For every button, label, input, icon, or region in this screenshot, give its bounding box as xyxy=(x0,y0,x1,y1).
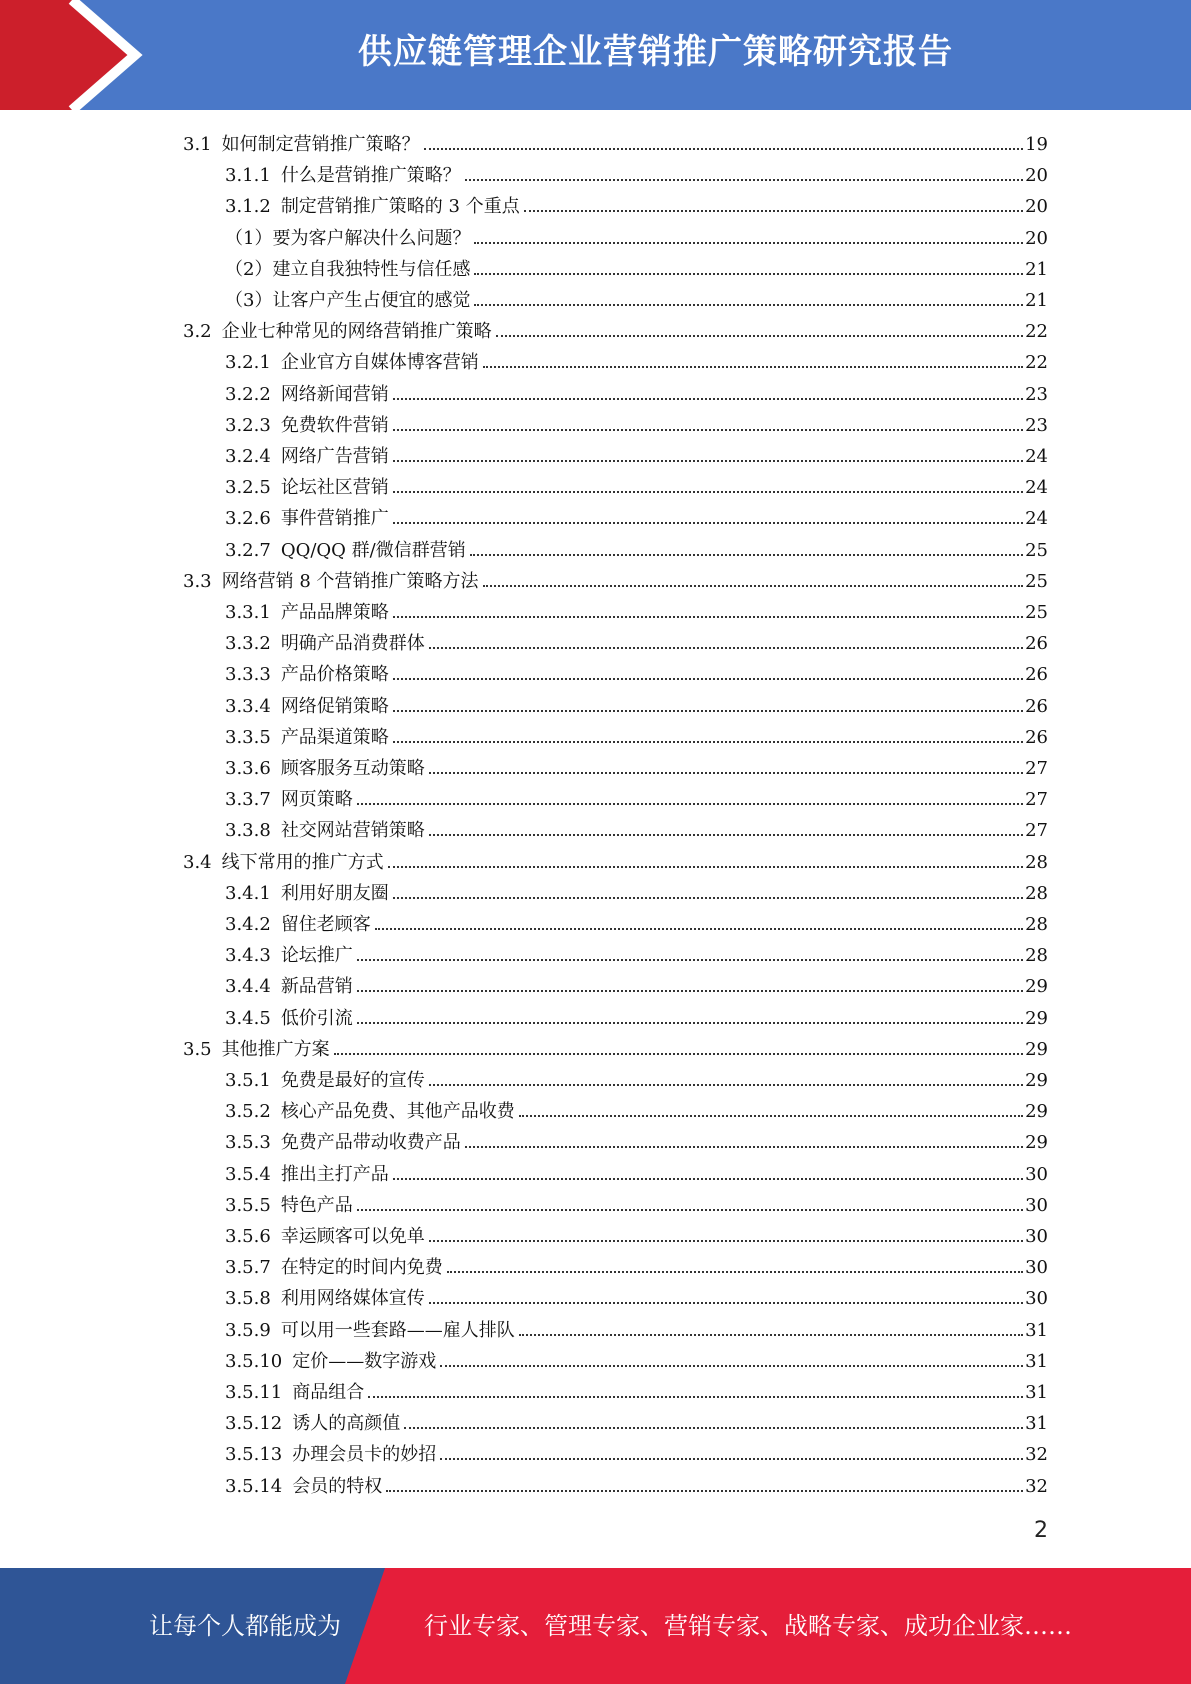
toc-entry-page: 30 xyxy=(1025,1194,1048,1216)
toc-entry-page: 29 xyxy=(1025,1101,1048,1123)
toc-entry[interactable] xyxy=(225,909,1048,940)
toc-dot-leader xyxy=(440,1457,1023,1460)
toc-entry-page: 26 xyxy=(1025,633,1048,655)
toc-entry-number: 3.3.5 xyxy=(225,726,271,748)
toc-dot-leader xyxy=(393,1177,1023,1180)
toc-entry-page: 29 xyxy=(1025,1132,1048,1154)
toc-entry[interactable] xyxy=(225,722,1048,753)
toc-entry[interactable] xyxy=(225,160,1048,191)
toc-entry-title: 办理会员卡的妙招 xyxy=(292,1444,437,1466)
toc-entry[interactable] xyxy=(225,659,1048,690)
toc-entry-page: 24 xyxy=(1025,477,1048,499)
document-title: 供应链管理企业营销推广策略研究报告 xyxy=(358,32,953,72)
toc-entry-title: 让客户产生占便宜的感觉 xyxy=(272,290,471,311)
toc-entry-number: 3.4.2 xyxy=(225,914,271,935)
toc-entry-number: 3.2.6 xyxy=(225,508,271,530)
toc-entry-number: 3.3.7 xyxy=(225,789,271,811)
toc-entry-number: 3.4.5 xyxy=(225,1007,271,1029)
toc-entry[interactable] xyxy=(225,1065,1048,1096)
toc-entry-title: 事件营销推广 xyxy=(280,508,389,530)
toc-dot-leader xyxy=(429,646,1023,649)
toc-entry-number: 3.3 xyxy=(183,570,212,592)
toc-entry-page: 32 xyxy=(1025,1444,1048,1466)
toc-entry-page: 26 xyxy=(1025,695,1048,717)
toc-entry-title: 建立自我独特性与信任感 xyxy=(272,258,471,280)
toc-entry[interactable] xyxy=(225,1439,1048,1470)
toc-entry-number: 3.5.6 xyxy=(225,1226,271,1247)
toc-dot-leader xyxy=(357,958,1023,961)
toc-entry-number: 3.2.7 xyxy=(225,539,271,561)
toc-entry[interactable] xyxy=(225,784,1048,815)
toc-entry-title: 推出主打产品 xyxy=(280,1163,389,1185)
toc-entry[interactable] xyxy=(225,1190,1048,1221)
toc-entry-number: 3.5.2 xyxy=(225,1101,271,1123)
toc-entry-title: 低价引流 xyxy=(280,1007,353,1029)
toc-entry-page: 25 xyxy=(1025,570,1048,592)
toc-dot-leader xyxy=(386,1489,1023,1492)
toc-dot-leader xyxy=(357,802,1023,805)
toc-entry-title: 网络新闻营销 xyxy=(280,383,389,405)
toc-dot-leader xyxy=(429,1239,1023,1242)
toc-entry-page: 25 xyxy=(1025,539,1048,561)
toc-entry-page: 29 xyxy=(1025,976,1048,998)
toc-entry[interactable] xyxy=(225,379,1048,410)
toc-entry-title: 论坛推广 xyxy=(280,945,353,967)
toc-entry-title: 明确产品消费群体 xyxy=(280,633,425,655)
toc-entry-page: 28 xyxy=(1025,851,1048,873)
toc-entry-page: 31 xyxy=(1025,1413,1048,1435)
toc-entry-number: 3.3.6 xyxy=(225,758,271,779)
toc-entry-title: 论坛社区营销 xyxy=(280,477,389,499)
toc-dot-leader xyxy=(519,1333,1023,1336)
toc-entry[interactable] xyxy=(225,1377,1048,1408)
toc-entry-title: 特色产品 xyxy=(280,1194,353,1216)
toc-entry-title: 诱人的高颜值 xyxy=(292,1413,401,1435)
toc-entry-title: 可以用一些套路——雇人排队 xyxy=(280,1319,515,1341)
toc-entry[interactable] xyxy=(225,535,1048,566)
toc-entry-number: 3.3.4 xyxy=(225,695,271,717)
toc-entry[interactable] xyxy=(225,691,1048,722)
toc-entry[interactable] xyxy=(183,1034,1048,1065)
toc-entry-page: 20 xyxy=(1025,165,1048,187)
toc-entry-title: 产品渠道策略 xyxy=(280,726,389,748)
toc-entry[interactable] xyxy=(183,847,1048,878)
toc-dot-leader xyxy=(483,584,1024,587)
toc-entry-page: 21 xyxy=(1025,258,1048,280)
toc-entry-number: 3.5.8 xyxy=(225,1288,271,1310)
toc-entry[interactable] xyxy=(225,1096,1048,1127)
toc-dot-leader xyxy=(524,209,1023,212)
toc-entry-number: 3.1.2 xyxy=(225,196,271,218)
toc-entry-page: 19 xyxy=(1025,134,1048,155)
toc-entry-page: 26 xyxy=(1025,664,1048,686)
toc-entry-page: 28 xyxy=(1025,945,1048,967)
toc-entry-number: 3.5.9 xyxy=(225,1319,271,1341)
toc-entry-page: 31 xyxy=(1025,1350,1048,1372)
toc-dot-leader xyxy=(474,241,1023,244)
toc-entry[interactable] xyxy=(225,223,1048,254)
toc-dot-leader xyxy=(519,1114,1023,1117)
toc-entry-number: 3.4.1 xyxy=(225,882,271,904)
toc-entry-title: 顾客服务互动策略 xyxy=(280,758,425,779)
toc-entry[interactable] xyxy=(183,566,1048,597)
toc-dot-leader xyxy=(465,1145,1023,1148)
toc-entry-number: 3.5.1 xyxy=(225,1070,271,1091)
toc-entry[interactable] xyxy=(225,254,1048,285)
toc-entry[interactable] xyxy=(225,1283,1048,1314)
toc-entry-number: 3.1 xyxy=(183,134,212,155)
toc-entry-title: 网络营销 8 个营销推广策略方法 xyxy=(221,570,479,592)
red-chevron-icon xyxy=(0,0,160,110)
toc-entry-number: 3.1.1 xyxy=(225,165,271,187)
toc-entry-number: 3.5.12 xyxy=(225,1413,283,1435)
toc-entry-page: 23 xyxy=(1025,383,1048,405)
toc-dot-leader xyxy=(429,771,1023,774)
toc-entry-number: 3.5.4 xyxy=(225,1163,271,1185)
toc-entry-page: 29 xyxy=(1025,1007,1048,1029)
toc-entry-number: 3.2.2 xyxy=(225,383,271,405)
toc-dot-leader xyxy=(393,397,1023,400)
toc-entry[interactable] xyxy=(225,1408,1048,1439)
toc-entry[interactable] xyxy=(225,815,1048,846)
toc-entry-title: 网页策略 xyxy=(280,789,353,811)
toc-entry-number: 3.2.4 xyxy=(225,446,271,467)
toc-entry-page: 21 xyxy=(1025,290,1048,311)
toc-entry-page: 29 xyxy=(1025,1070,1048,1091)
toc-dot-leader xyxy=(393,490,1023,493)
toc-entry-page: 30 xyxy=(1025,1226,1048,1247)
toc-dot-leader xyxy=(334,1052,1023,1055)
toc-entry-number: 3.2.1 xyxy=(225,352,271,374)
toc-dot-leader xyxy=(393,896,1023,899)
toc-dot-leader xyxy=(388,865,1023,868)
toc-entry[interactable] xyxy=(225,1003,1048,1034)
toc-entry-title: 企业七种常见的网络营销推广策略 xyxy=(221,321,492,343)
toc-entry[interactable] xyxy=(225,940,1048,971)
page-header xyxy=(0,0,1191,110)
toc-entry-number: 3.5.11 xyxy=(225,1382,283,1403)
toc-dot-leader xyxy=(393,459,1023,462)
toc-entry-title: 利用网络媒体宣传 xyxy=(280,1288,425,1310)
toc-entry-number: 3.2 xyxy=(183,321,212,343)
toc-entry[interactable] xyxy=(225,628,1048,659)
toc-entry-page: 27 xyxy=(1025,820,1048,842)
toc-entry[interactable] xyxy=(225,1221,1048,1252)
toc-entry-title: 会员的特权 xyxy=(292,1475,383,1497)
toc-entry[interactable] xyxy=(225,1127,1048,1158)
toc-entry-title: 免费产品带动收费产品 xyxy=(280,1132,461,1154)
toc-dot-leader xyxy=(393,428,1023,431)
toc-dot-leader xyxy=(483,365,1023,368)
toc-entry[interactable] xyxy=(225,472,1048,503)
toc-entry-title: 利用好朋友圈 xyxy=(280,882,389,904)
toc-entry-number: 3.2.5 xyxy=(225,477,271,499)
toc-entry-title: 幸运顾客可以免单 xyxy=(280,1226,425,1247)
toc-entry-page: 24 xyxy=(1025,446,1048,467)
page-footer xyxy=(0,1568,1191,1684)
toc-entry-title: 新品营销 xyxy=(280,976,353,998)
toc-entry[interactable] xyxy=(183,129,1048,160)
toc-dot-leader xyxy=(393,709,1023,712)
toc-dot-leader xyxy=(357,1208,1023,1211)
toc-entry-page: 29 xyxy=(1025,1038,1048,1060)
toc-entry-title: 免费是最好的宣传 xyxy=(280,1070,425,1091)
toc-entry-page: 30 xyxy=(1025,1257,1048,1279)
toc-entry-title: 线下常用的推广方式 xyxy=(221,851,384,873)
toc-entry-number: 3.4 xyxy=(183,851,212,873)
toc-entry[interactable] xyxy=(225,441,1048,472)
toc-entry-title: 社交网站营销策略 xyxy=(280,820,425,842)
toc-entry-title: 定价——数字游戏 xyxy=(292,1350,437,1372)
toc-dot-leader xyxy=(465,178,1023,181)
toc-dot-leader xyxy=(357,1021,1023,1024)
toc-entry-number: 3.5.13 xyxy=(225,1444,283,1466)
toc-entry-number: （3） xyxy=(225,290,273,311)
toc-entry-number: 3.5.7 xyxy=(225,1257,271,1279)
toc-dot-leader xyxy=(393,677,1023,680)
toc-entry-title: 企业官方自媒体博客营销 xyxy=(280,352,479,374)
toc-entry-page: 22 xyxy=(1025,321,1048,343)
toc-entry[interactable] xyxy=(225,1252,1048,1283)
toc-entry-page: 30 xyxy=(1025,1163,1048,1185)
toc-entry-page: 26 xyxy=(1025,726,1048,748)
toc-entry[interactable] xyxy=(225,971,1048,1002)
toc-entry-title: 什么是营销推广策略？ xyxy=(280,165,461,187)
toc-dot-leader xyxy=(424,147,1023,150)
toc-entry-title: 留住老顾客 xyxy=(280,914,371,935)
toc-entry-title: 网络促销策略 xyxy=(280,695,389,717)
toc-entry-number: 3.5.14 xyxy=(225,1475,283,1497)
toc-entry[interactable] xyxy=(225,1159,1048,1190)
toc-entry-title: 产品品牌策略 xyxy=(280,602,389,623)
toc-entry-page: 31 xyxy=(1025,1319,1048,1341)
toc-entry-page: 30 xyxy=(1025,1288,1048,1310)
toc-entry-number: 3.5 xyxy=(183,1038,212,1060)
toc-dot-leader xyxy=(429,1083,1023,1086)
toc-entry-title: 商品组合 xyxy=(292,1382,365,1403)
toc-entry-number: 3.4.3 xyxy=(225,945,271,967)
toc-dot-leader xyxy=(474,303,1023,306)
toc-entry-number: （1） xyxy=(225,227,273,249)
toc-entry[interactable] xyxy=(225,285,1048,316)
toc-entry[interactable] xyxy=(225,1346,1048,1377)
toc-entry-title: 要为客户解决什么问题？ xyxy=(272,227,471,249)
toc-entry-title: 核心产品免费、其他产品收费 xyxy=(280,1101,515,1123)
toc-entry-title: 网络广告营销 xyxy=(280,446,389,467)
toc-entry-title: 制定营销推广策略的 3 个重点 xyxy=(280,196,520,218)
toc-dot-leader xyxy=(393,615,1023,618)
toc-dot-leader xyxy=(393,521,1023,524)
toc-entry-number: 3.2.3 xyxy=(225,414,271,436)
toc-entry-page: 23 xyxy=(1025,414,1048,436)
toc-entry-page: 25 xyxy=(1025,602,1048,623)
toc-entry-page: 31 xyxy=(1025,1382,1048,1403)
toc-dot-leader xyxy=(368,1395,1023,1398)
toc-dot-leader xyxy=(447,1270,1023,1273)
toc-dot-leader xyxy=(496,334,1023,337)
toc-entry-page: 22 xyxy=(1025,352,1048,374)
toc-entry-title: 在特定的时间内免费 xyxy=(280,1257,443,1279)
toc-entry[interactable] xyxy=(225,1315,1048,1346)
toc-dot-leader xyxy=(357,989,1023,992)
toc-entry[interactable] xyxy=(225,1471,1048,1502)
toc-entry-title: 免费软件营销 xyxy=(280,414,389,436)
toc-dot-leader xyxy=(429,833,1023,836)
toc-entry-page: 20 xyxy=(1025,196,1048,218)
toc-dot-leader xyxy=(393,740,1023,743)
toc-entry-page: 28 xyxy=(1025,882,1048,904)
toc-entry[interactable] xyxy=(225,878,1048,909)
toc-entry-number: 3.3.8 xyxy=(225,820,271,842)
toc-entry-page: 20 xyxy=(1025,227,1048,249)
toc-dot-leader xyxy=(470,553,1023,556)
toc-entry-number: 3.3.1 xyxy=(225,602,271,623)
toc-entry-number: 3.3.2 xyxy=(225,633,271,655)
toc-entry-number: 3.3.3 xyxy=(225,664,271,686)
page-number: 2 xyxy=(1034,1518,1048,1543)
toc-entry-title: 产品价格策略 xyxy=(280,664,389,686)
toc-entry-number: 3.5.10 xyxy=(225,1350,283,1372)
toc-dot-leader xyxy=(440,1364,1023,1367)
footer-slogan-left: 让每个人都能成为 xyxy=(149,1612,341,1640)
toc-entry[interactable] xyxy=(225,347,1048,378)
toc-entry-number: （2） xyxy=(225,258,273,280)
toc-dot-leader xyxy=(375,927,1023,930)
toc-entry-page: 27 xyxy=(1025,758,1048,779)
toc-entry-number: 3.5.3 xyxy=(225,1132,271,1154)
toc-entry[interactable] xyxy=(225,753,1048,784)
toc-entry[interactable] xyxy=(225,410,1048,441)
toc-entry[interactable] xyxy=(225,503,1048,534)
toc-entry-page: 32 xyxy=(1025,1475,1048,1497)
footer-slogan-right: 行业专家、管理专家、营销专家、战略专家、成功企业家…… xyxy=(424,1612,1072,1640)
toc-entry-page: 28 xyxy=(1025,914,1048,935)
toc-entry-page: 27 xyxy=(1025,789,1048,811)
toc-entry-title: QQ/QQ 群/微信群营销 xyxy=(280,539,466,561)
toc-entry[interactable] xyxy=(183,316,1048,347)
toc-entry[interactable] xyxy=(225,191,1048,222)
toc-entry-page: 24 xyxy=(1025,508,1048,530)
toc-entry[interactable] xyxy=(225,597,1048,628)
toc-entry-number: 3.4.4 xyxy=(225,976,271,998)
toc-entry-title: 其他推广方案 xyxy=(221,1038,330,1060)
toc-dot-leader xyxy=(404,1426,1023,1429)
toc-dot-leader xyxy=(474,272,1023,275)
toc-entry-number: 3.5.5 xyxy=(225,1194,271,1216)
toc-dot-leader xyxy=(429,1301,1023,1304)
toc-entry-title: 如何制定营销推广策略？ xyxy=(221,134,420,155)
